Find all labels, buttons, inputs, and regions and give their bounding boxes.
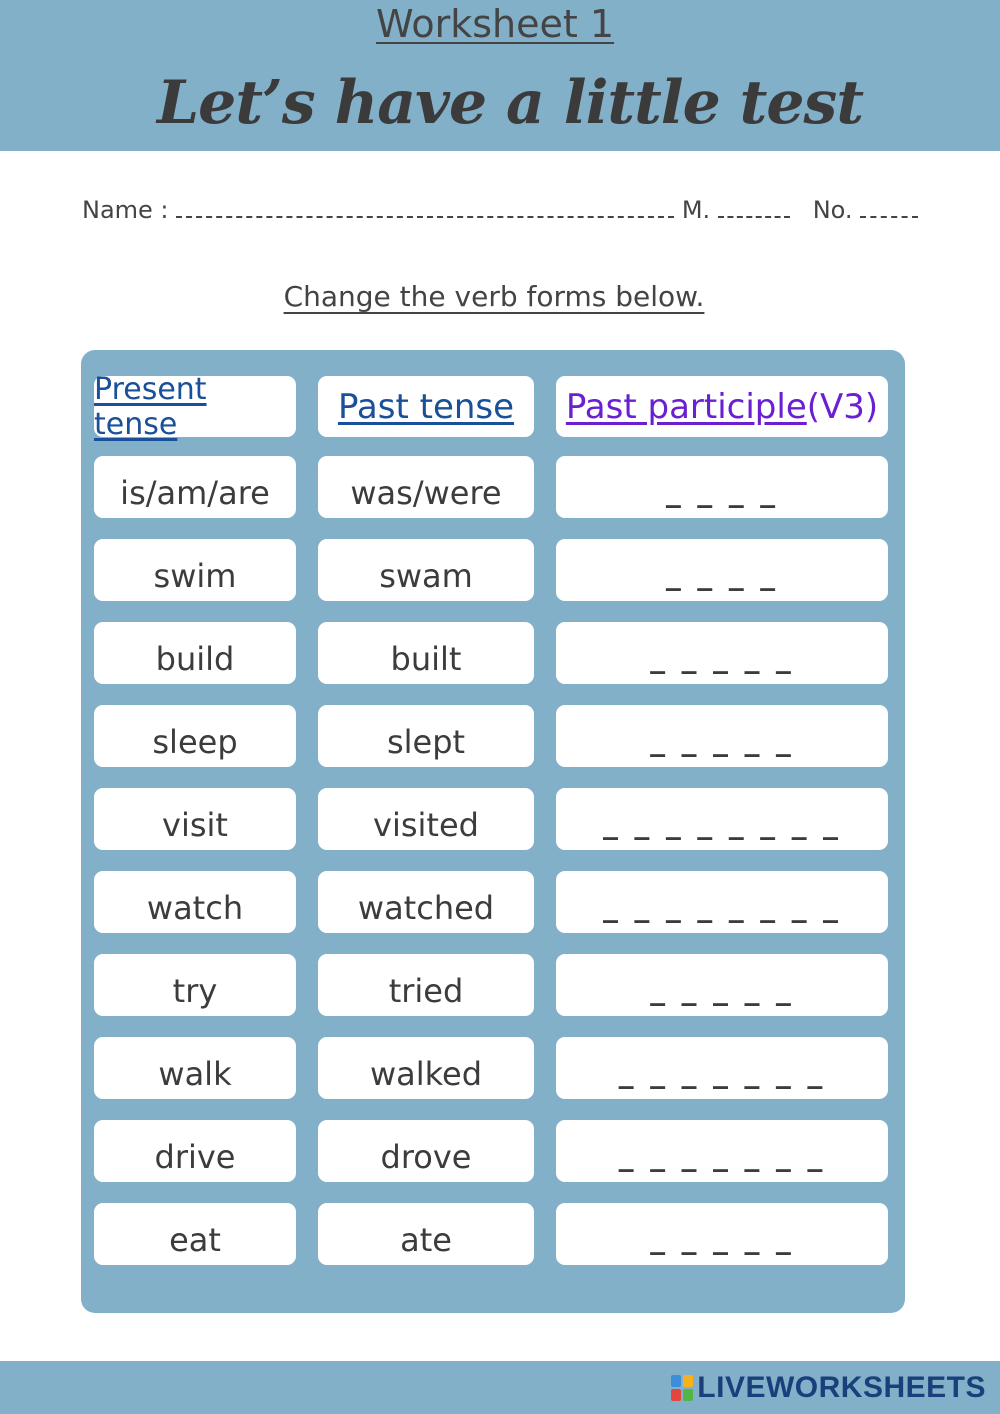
number-field[interactable] (860, 198, 918, 218)
answer-hint-dashes: _ _ _ _ _ (650, 1221, 794, 1256)
answer-hint-dashes: _ _ _ _ _ (650, 640, 794, 675)
answer-hint-dashes: _ _ _ _ (665, 557, 779, 592)
past-tense-cell: ate (318, 1203, 534, 1265)
present-tense-cell: try (94, 954, 296, 1016)
answer-hint-dashes: _ _ _ _ _ _ _ _ (602, 806, 842, 841)
past-tense-cell: watched (318, 871, 534, 933)
answer-hint-dashes: _ _ _ _ _ (650, 972, 794, 1007)
answer-hint-dashes: _ _ _ _ _ _ _ (618, 1055, 826, 1090)
past-tense-cell: built (318, 622, 534, 684)
present-tense-cell: eat (94, 1203, 296, 1265)
header-past-tense[interactable] (318, 376, 534, 437)
present-tense-cell: walk (94, 1037, 296, 1099)
name-line (82, 196, 922, 224)
past-tense-cell: swam (318, 539, 534, 601)
instruction-text: Change the verb forms below. (283, 280, 705, 313)
past-participle-input[interactable] (556, 788, 888, 850)
past-tense-cell: visited (318, 788, 534, 850)
past-participle-input[interactable] (556, 705, 888, 767)
past-participle-input[interactable] (556, 539, 888, 601)
answer-hint-dashes: _ _ _ _ _ _ _ (618, 1138, 826, 1173)
present-tense-cell: drive (94, 1120, 296, 1182)
past-tense-cell: drove (318, 1120, 534, 1182)
answer-hint-dashes: _ _ _ _ _ _ _ _ (602, 889, 842, 924)
page-title: Let’s have a little test (156, 68, 864, 138)
header-participle-suffix: (V3) (806, 386, 879, 427)
past-participle-input[interactable] (556, 622, 888, 684)
past-participle-input[interactable] (556, 871, 888, 933)
header-participle-label: Past participle (565, 386, 807, 427)
present-tense-cell: build (94, 622, 296, 684)
brand-name: LIVEWORKSHEETS (697, 1371, 986, 1404)
header-band (0, 0, 1000, 151)
present-tense-cell: sleep (94, 705, 296, 767)
answer-hint-dashes: _ _ _ _ _ (650, 723, 794, 758)
past-tense-cell: was/were (318, 456, 534, 518)
header-present-tense[interactable] (94, 371, 296, 442)
name-label: Name : (82, 196, 169, 224)
header-past-label: Past tense (337, 386, 515, 427)
class-field[interactable] (718, 198, 790, 218)
past-participle-input[interactable] (556, 456, 888, 518)
past-participle-input[interactable] (556, 1203, 888, 1265)
footer-band (0, 1361, 1000, 1414)
present-tense-cell: swim (94, 539, 296, 601)
class-label: M. (681, 196, 711, 224)
worksheet-label: Worksheet 1 (375, 2, 615, 46)
present-tense-cell: visit (94, 788, 296, 850)
header-past-participle[interactable] (556, 376, 888, 437)
brand-logo (671, 1371, 986, 1405)
past-participle-input[interactable] (556, 1120, 888, 1182)
present-tense-cell: is/am/are (94, 456, 296, 518)
present-tense-cell: watch (94, 871, 296, 933)
past-tense-cell: slept (318, 705, 534, 767)
header-present-label: Present tense (94, 371, 207, 442)
liveworksheets-icon (671, 1375, 693, 1401)
past-tense-cell: tried (318, 954, 534, 1016)
answer-hint-dashes: _ _ _ _ (665, 474, 779, 509)
past-tense-cell: walked (318, 1037, 534, 1099)
past-participle-input[interactable] (556, 1037, 888, 1099)
past-participle-input[interactable] (556, 954, 888, 1016)
number-label: No. (812, 196, 853, 224)
name-field[interactable] (176, 198, 674, 218)
